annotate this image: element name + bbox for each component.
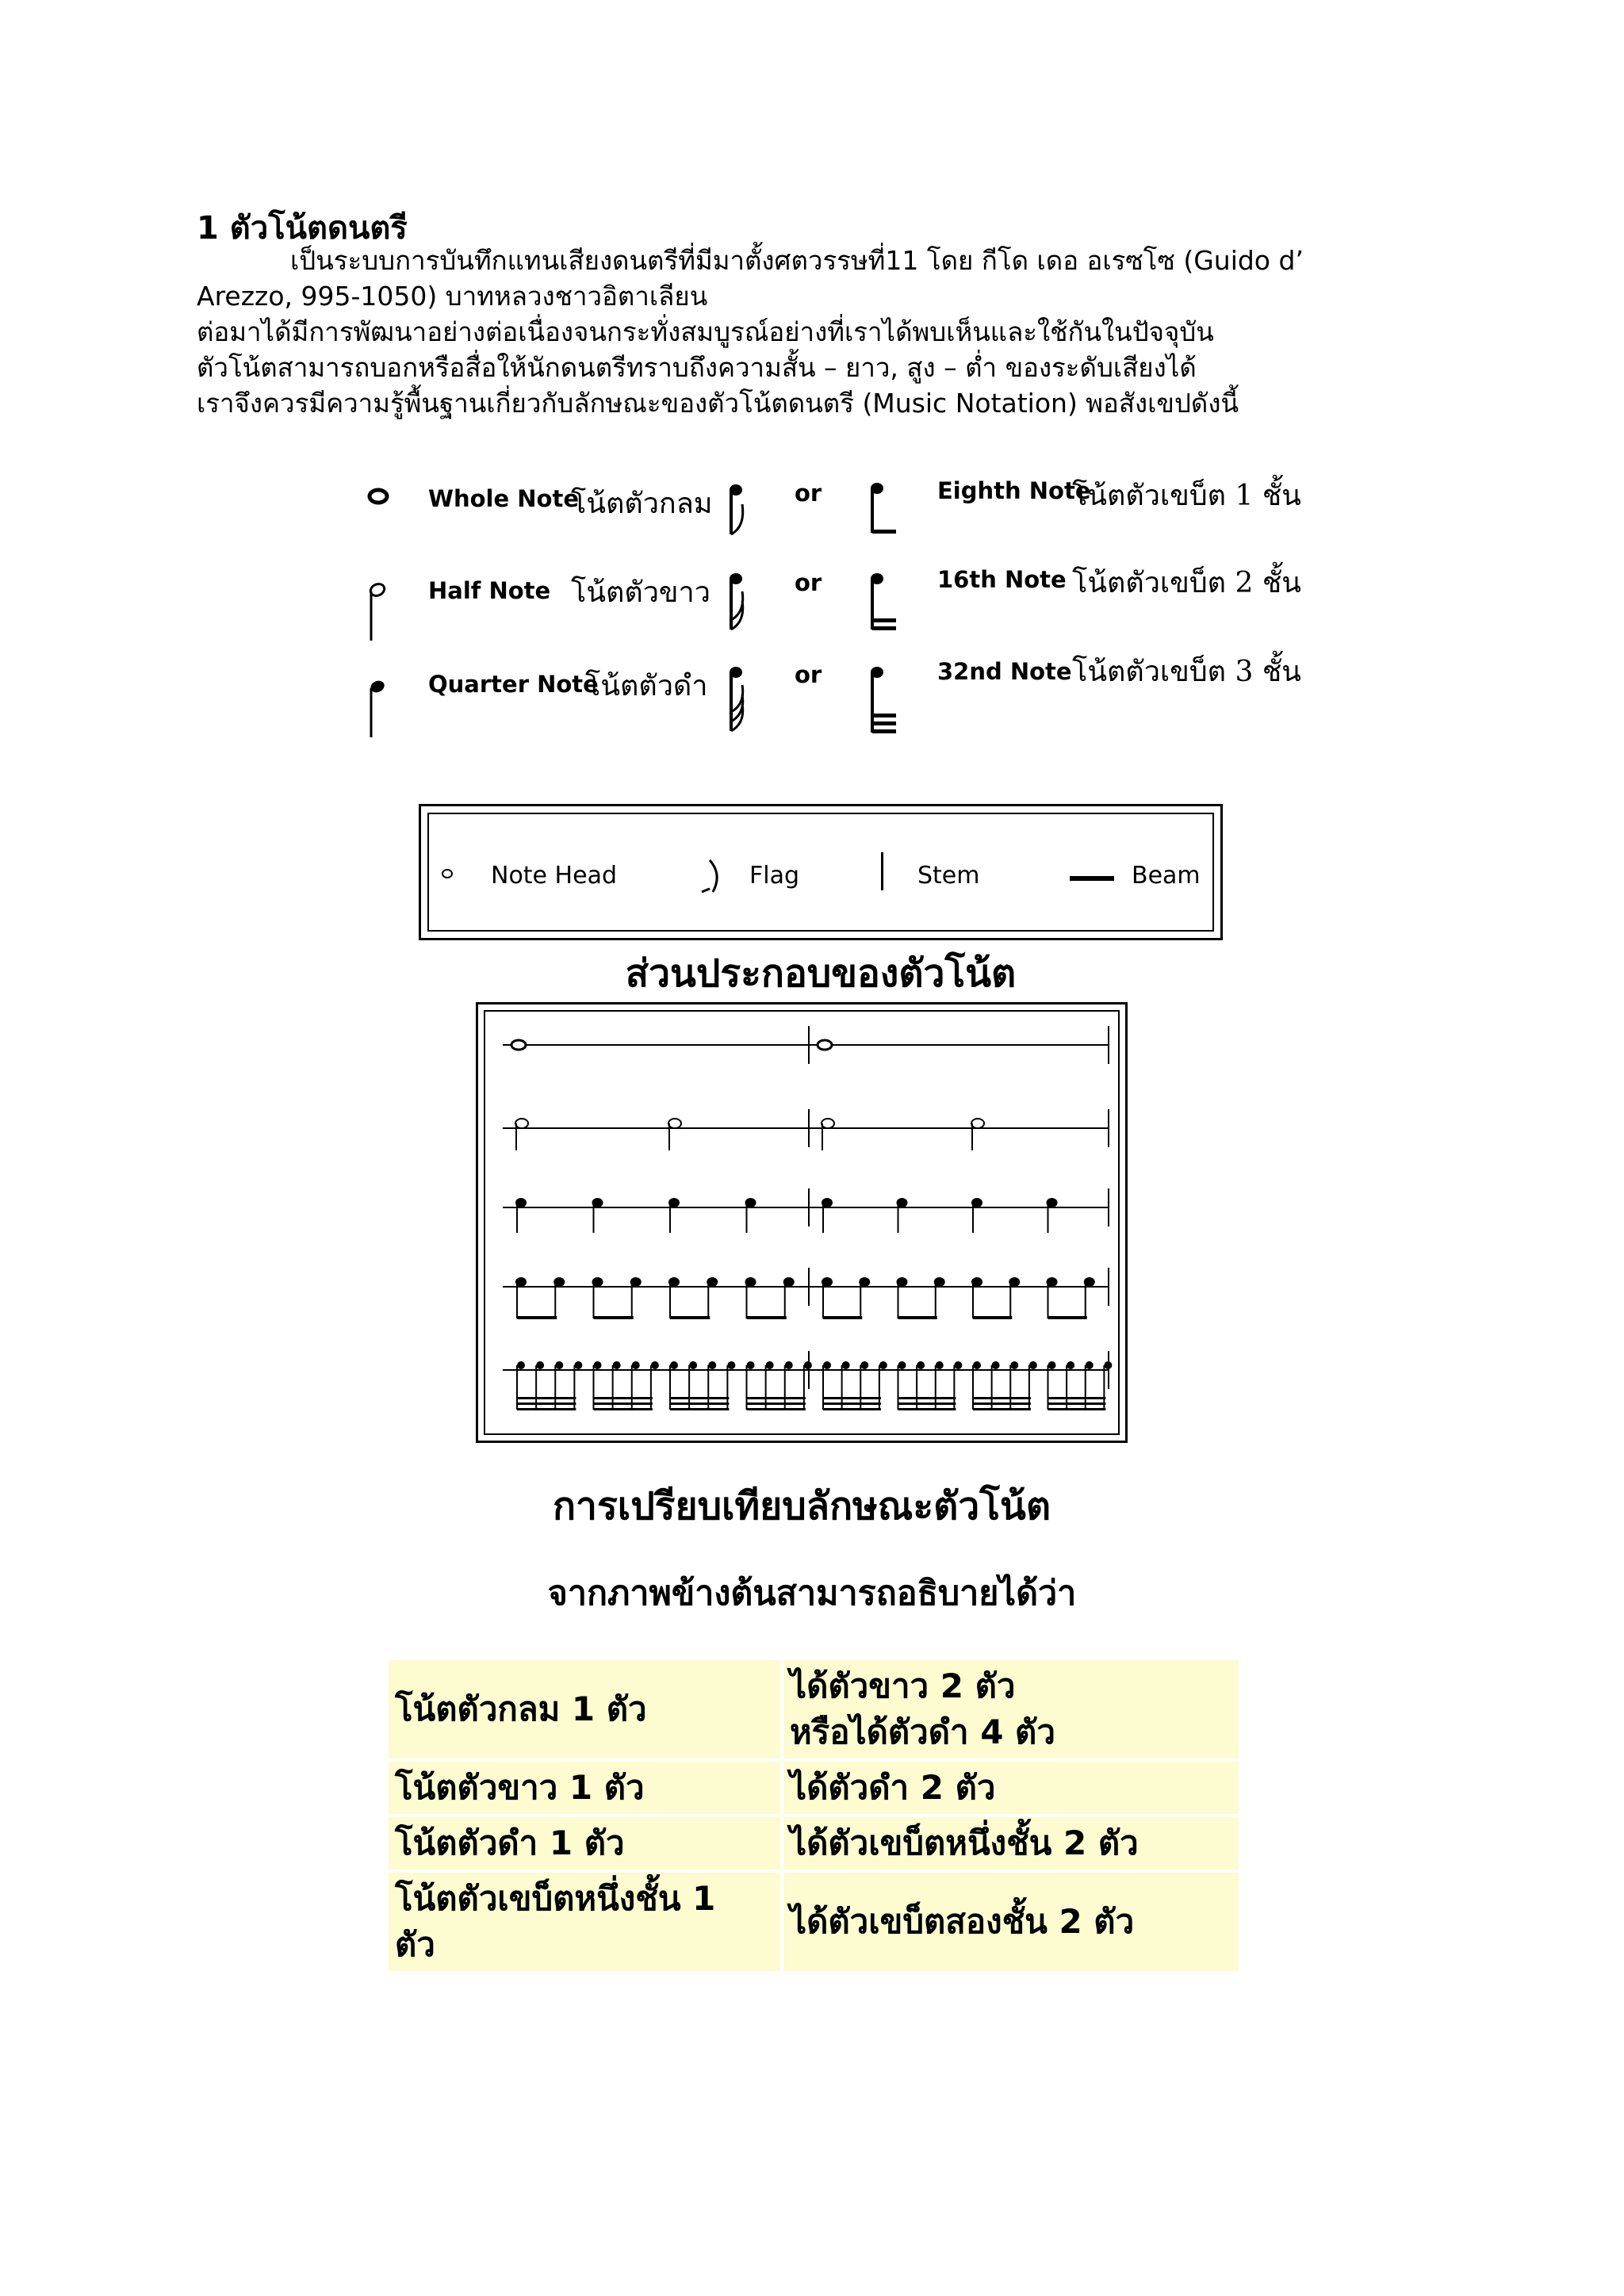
beam (747, 1408, 806, 1410)
beam-icon (1070, 876, 1114, 881)
filled-note (536, 1361, 544, 1369)
whole-note-icon (366, 487, 390, 506)
filled-note (670, 1361, 678, 1369)
beam (973, 1397, 1031, 1399)
beam (823, 1402, 881, 1405)
filled-note (689, 1361, 697, 1369)
half-note-icon (366, 579, 390, 642)
paragraph-line: เป็นระบบการบันทึกแทนเสียงดนตรีที่มีมาตั้งศตวรรษที่11 โดย กีโด เดอ อเรซโซ (Guido d’ (290, 245, 1304, 276)
note-head-label: Note Head (491, 862, 617, 890)
beam (823, 1397, 881, 1399)
sixteenth-note-beam-icon (869, 571, 898, 633)
table-cell: ได้ตัวดำ 2 ตัว (783, 1762, 1239, 1814)
thirty-second-note-beam-icon (869, 664, 898, 736)
filled-note (954, 1361, 962, 1369)
beam (594, 1397, 653, 1399)
half-note (515, 1119, 528, 1128)
filled-note (747, 1361, 755, 1369)
note-parts-caption: ส่วนประกอบของตัวโน้ต (625, 951, 1017, 996)
paragraph-line: ตัวโน้ตสามารถบอกหรือสื่อให้นักดนตรีทราบถึงความสั้น – ยาว, สูง – ต่ำ ของระดับเสียงได้ (197, 352, 1197, 383)
filled-note (574, 1361, 582, 1369)
paragraph-line: เราจึงควรมีความรู้พื้นฐานเกี่ยวกับลักษณะของตัวโน้ตดนตรี (Music Notation) พอสังเขปดังนี้ (197, 388, 1239, 419)
half-note-label: Half Note (428, 577, 551, 604)
sixteenth-note-flag-icon (728, 569, 752, 633)
paragraph-line: Arezzo, 995-1050) บาทหลวงชาวอิตาเลียน (197, 281, 708, 312)
cell-line: ได้ตัวขาว 2 ตัว (790, 1667, 1016, 1705)
paragraph-line: ต่อมาได้มีการพัฒนาอย่างต่อเนื่องจนกระทั่งสมบูรณ์อย่างที่เราได้พบเห็นและใช้กันในปัจจุบัน (197, 316, 1214, 347)
beam (1048, 1402, 1106, 1405)
eighth-note-thai: โน้ตตัวเขบ็ต 1 ชั้น (1072, 480, 1301, 512)
table-cell (389, 1873, 780, 1971)
beam (670, 1402, 729, 1405)
filled-note (1010, 1361, 1018, 1369)
filled-note (804, 1361, 812, 1369)
beam (670, 1397, 729, 1399)
table-cell: ได้ตัวเขบ็ตสองชั้น 2 ตัว (783, 1873, 1239, 1971)
beam (898, 1402, 956, 1405)
table-cell: ได้ตัวเขบ็ตหนึ่งชั้น 2 ตัว (783, 1817, 1239, 1869)
or-label: or (795, 480, 822, 507)
beam-label: Beam (1132, 862, 1201, 890)
table-cell (783, 1660, 1239, 1758)
filled-note (1048, 1361, 1056, 1369)
beam (517, 1316, 557, 1319)
filled-note (973, 1361, 981, 1369)
beam (517, 1408, 576, 1410)
beam (1048, 1316, 1087, 1319)
cell-line: หรือได้ตัวดำ 4 ตัว (790, 1712, 1055, 1751)
filled-note (727, 1361, 735, 1369)
eighth-note-beam-icon (869, 480, 898, 536)
intro-paragraph (197, 243, 1434, 421)
whole-note (511, 1040, 526, 1050)
half-note-thai: โน้ตตัวขาว (571, 576, 710, 609)
beam (594, 1408, 653, 1410)
cell-line: โน้ตตัวเขบ็ตหนึ่งชั้น 1 (395, 1879, 716, 1918)
filled-note (936, 1361, 944, 1369)
filled-note (898, 1361, 906, 1369)
sixteenth-note-thai: โน้ตตัวเขบ็ต 2 ชั้น (1072, 567, 1301, 599)
beam (670, 1316, 710, 1319)
beam (898, 1408, 956, 1410)
beam (517, 1397, 576, 1399)
table-row (389, 1873, 1239, 1971)
beam (898, 1316, 937, 1319)
filled-note (992, 1361, 1000, 1369)
sixteenth-note-label: 16th Note (937, 566, 1067, 593)
filled-note (842, 1361, 850, 1369)
beam (594, 1402, 653, 1405)
filled-note (708, 1361, 716, 1369)
beam (898, 1397, 956, 1399)
beam (670, 1408, 729, 1410)
table-cell: โน้ตตัวขาว 1 ตัว (389, 1762, 780, 1814)
flag-icon (699, 857, 727, 897)
comparison-table (385, 1657, 1242, 1974)
table-cell: โน้ตตัวดำ 1 ตัว (389, 1817, 780, 1869)
beam (973, 1408, 1031, 1410)
half-note (822, 1119, 834, 1128)
table-row (389, 1817, 1239, 1869)
note-head-icon (440, 868, 454, 879)
beam (517, 1402, 576, 1405)
beam (1048, 1397, 1106, 1399)
cell-line: ตัว (395, 1925, 435, 1964)
quarter-note-label: Quarter Note (428, 671, 599, 698)
filled-note (594, 1361, 602, 1369)
thirty-second-note-thai: โน้ตตัวเขบ็ต 3 ชั้น (1072, 656, 1301, 688)
beam (747, 1402, 806, 1405)
note-parts-box (419, 804, 1223, 940)
whole-note-label: Whole Note (428, 485, 579, 512)
filled-note (879, 1361, 887, 1369)
quarter-note-icon (366, 675, 390, 739)
whole-note-thai: โน้ตตัวกลม (571, 488, 713, 520)
table-row (389, 1660, 1239, 1758)
half-note (668, 1119, 681, 1128)
stem-icon (881, 852, 883, 890)
beam (823, 1316, 862, 1319)
filled-note (1086, 1361, 1094, 1369)
comparison-diagram (485, 1012, 1118, 1432)
filled-note (860, 1361, 868, 1369)
thirty-second-note-label: 32nd Note (937, 658, 1072, 685)
beam (747, 1397, 806, 1399)
filled-note (1067, 1361, 1074, 1369)
filled-note (823, 1361, 831, 1369)
section-title: 1 ตัวโน้ตดนตรี (197, 210, 408, 247)
filled-note (1104, 1361, 1112, 1369)
table-row (389, 1762, 1239, 1814)
eighth-note-label: Eighth Note (937, 477, 1091, 504)
thirty-second-note-flag-icon (728, 663, 752, 734)
beam (747, 1316, 787, 1319)
quarter-note-thai: โน้ตตัวดำ (585, 670, 708, 702)
filled-note (651, 1361, 659, 1369)
whole-note (818, 1040, 832, 1050)
filled-note (917, 1361, 925, 1369)
filled-note (632, 1361, 640, 1369)
half-note (971, 1119, 984, 1128)
filled-note (766, 1361, 774, 1369)
filled-note (613, 1361, 621, 1369)
beam (973, 1402, 1031, 1405)
filled-note (1029, 1361, 1037, 1369)
or-label: or (795, 569, 822, 596)
comparison-diagram-frame (476, 1002, 1128, 1443)
flag-label: Flag (749, 862, 800, 890)
comparison-caption: การเปรียบเทียบลักษณะตัวโน้ต (552, 1484, 1051, 1529)
beam (594, 1316, 634, 1319)
stem-label: Stem (917, 862, 980, 890)
or-label: or (795, 661, 822, 688)
beam (973, 1316, 1012, 1319)
eighth-note-flag-icon (728, 480, 752, 538)
explanation-heading: จากภาพข้างต้นสามารถอธิบายได้ว่า (547, 1574, 1077, 1613)
filled-note (517, 1361, 525, 1369)
beam (823, 1408, 881, 1410)
filled-note (785, 1361, 793, 1369)
table-cell: โน้ตตัวกลม 1 ตัว (389, 1660, 780, 1758)
filled-note (555, 1361, 563, 1369)
beam (1048, 1408, 1106, 1410)
